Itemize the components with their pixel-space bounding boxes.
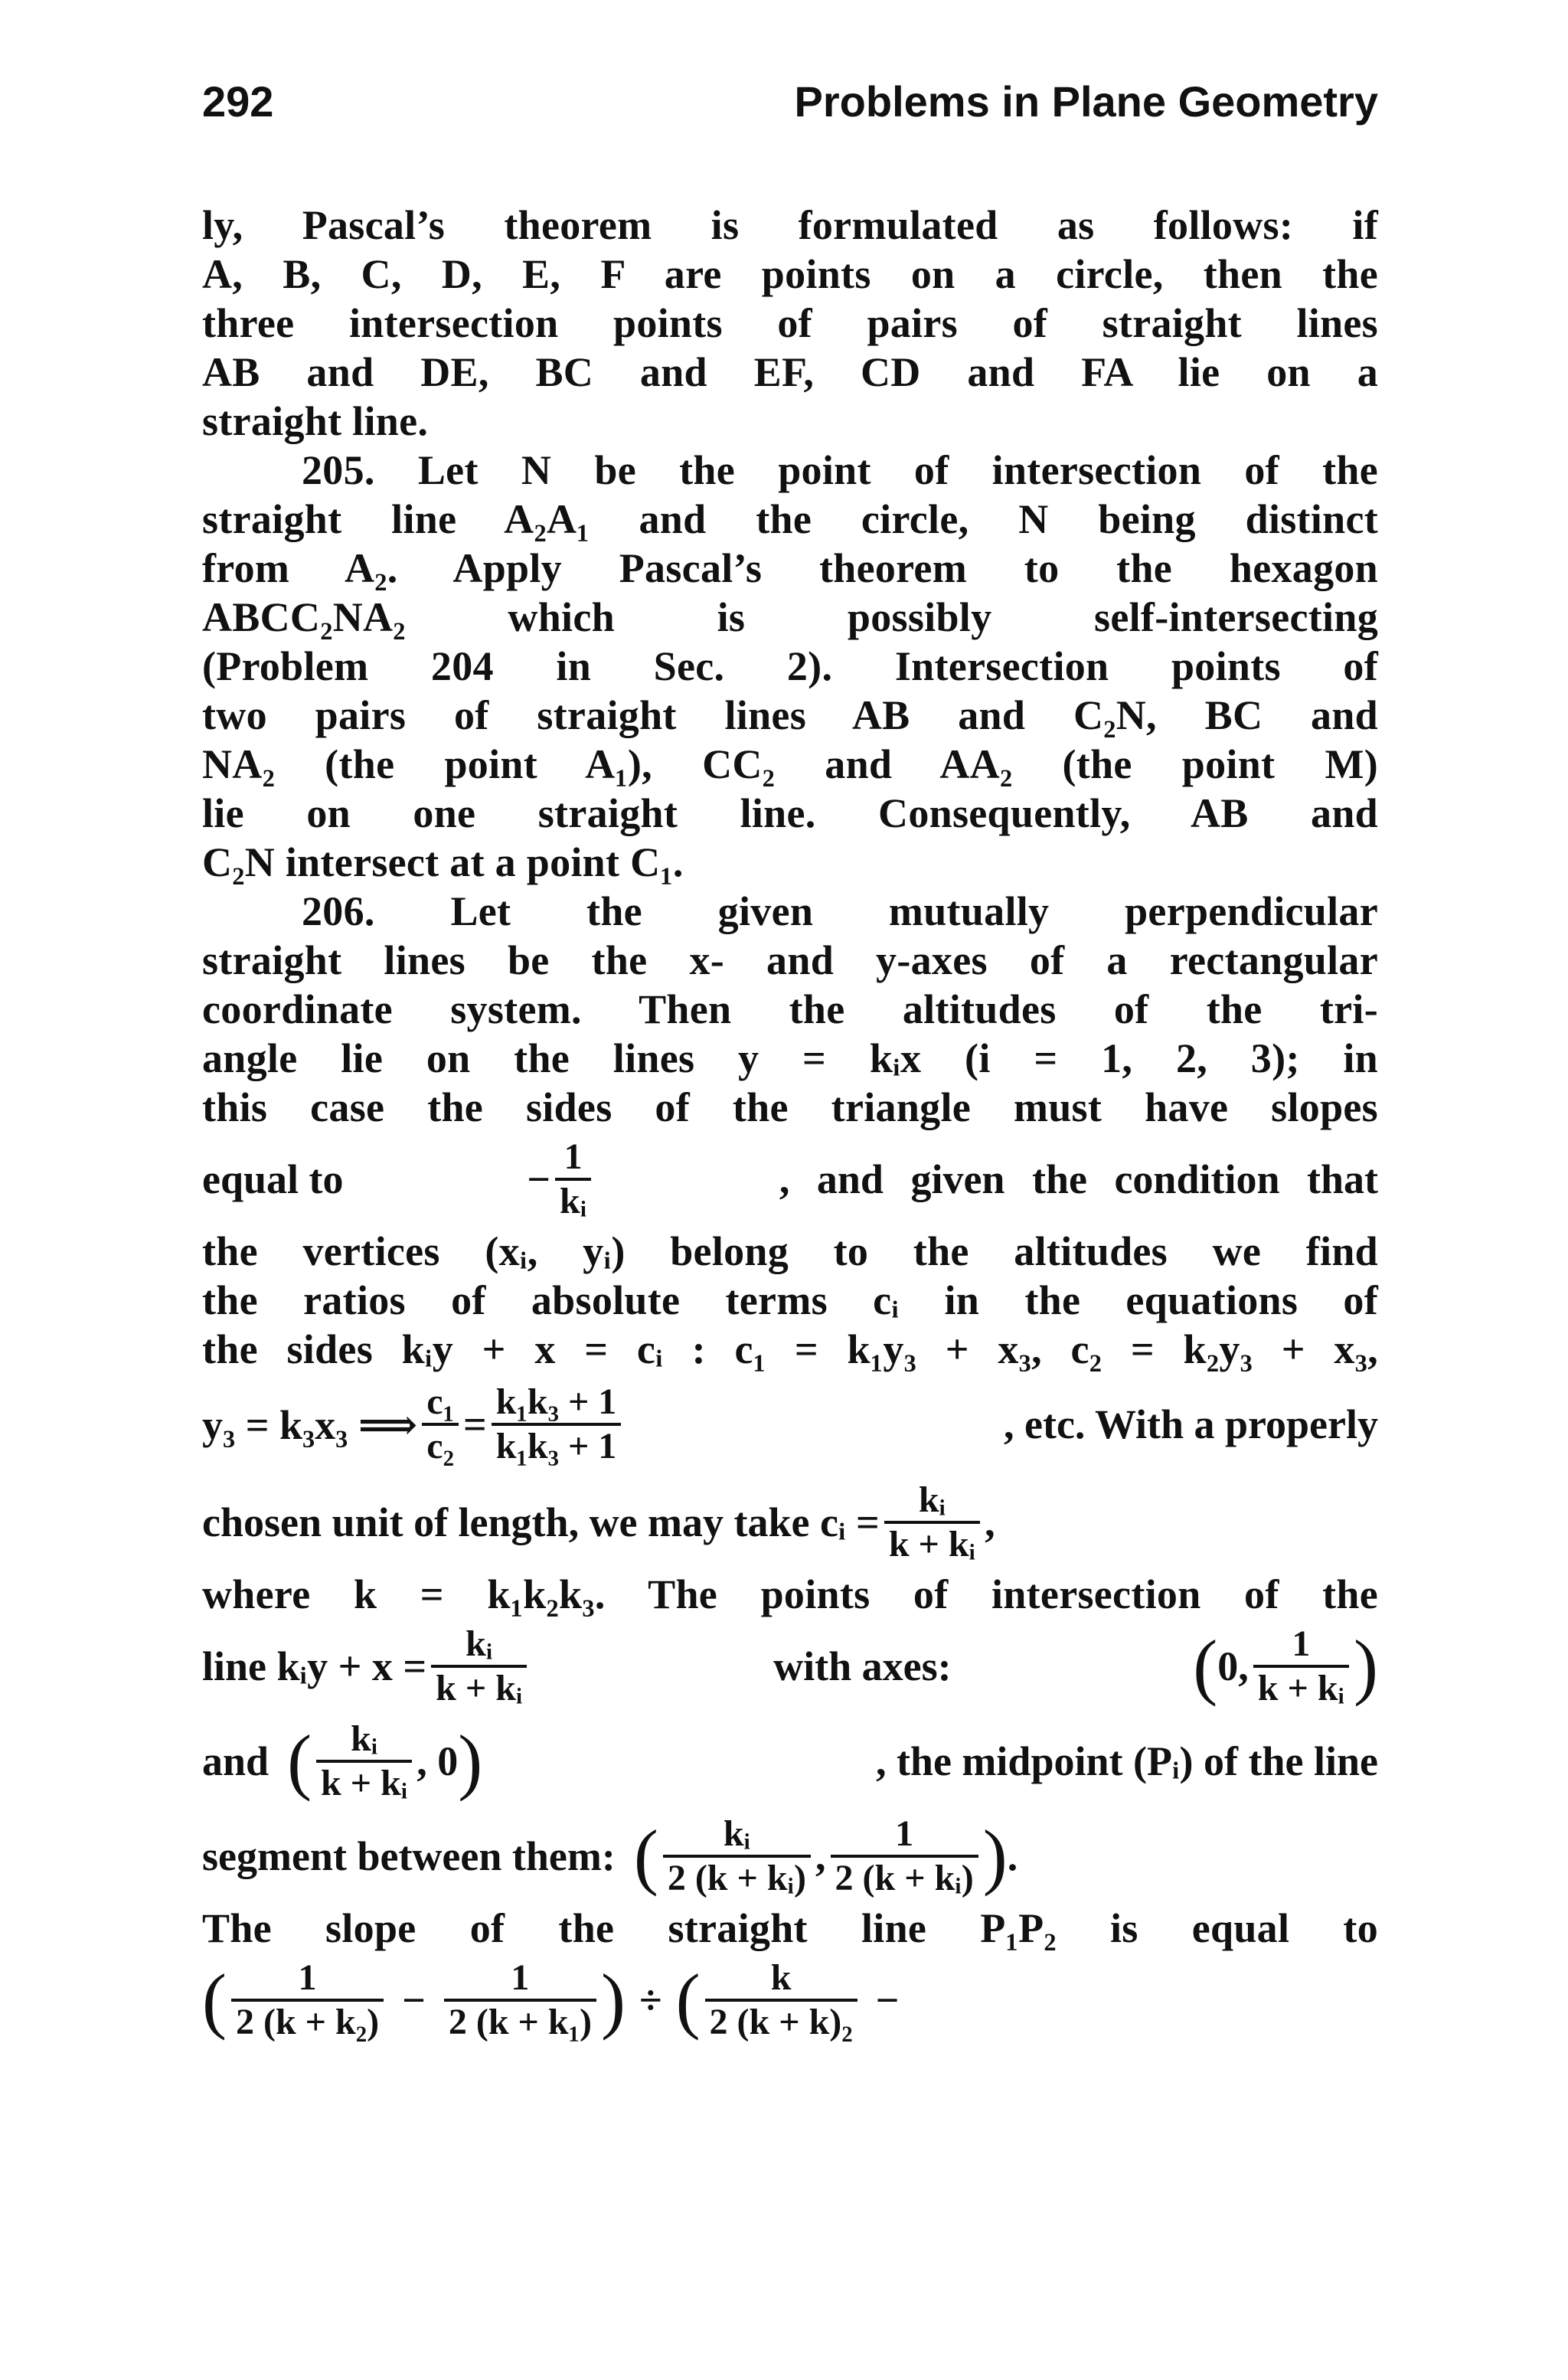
- fraction: [1253, 1623, 1349, 1709]
- math-text: chosen unit of length, we may take cᵢ =: [202, 1499, 880, 1545]
- math-line-midpoint: [202, 1809, 1378, 1904]
- fraction-numerator: c₁: [426, 1381, 454, 1422]
- fraction: [316, 1718, 412, 1804]
- minus-sign: −: [402, 1977, 426, 2023]
- divide-sign: ÷: [639, 1977, 662, 2023]
- fraction-denominator: c₂: [422, 1423, 459, 1467]
- text-line: A, B, C, D, E, F are points on a circle, then the: [202, 251, 1378, 297]
- fraction-numerator: 1: [511, 1957, 530, 1998]
- math-line-slope-expr: [202, 1953, 1378, 2048]
- math-text: .: [1007, 1833, 1018, 1879]
- text-line: the vertices (xᵢ, yᵢ) belong to the altitudes we find: [202, 1228, 1378, 1274]
- text-line: the ratios of absolute terms cᵢ in the equations of: [202, 1277, 1378, 1323]
- fraction-denominator: k + kᵢ: [316, 1760, 412, 1804]
- math-text: and: [202, 1738, 270, 1784]
- page-body: [202, 201, 1378, 2048]
- text-line: NA₂ (the point A₁), CC₂ and AA₂ (the point M): [202, 741, 1378, 787]
- fraction-numerator: k₁k₃ + 1: [495, 1381, 617, 1422]
- math-line-unit: [202, 1475, 1378, 1570]
- math-text: 0,: [1217, 1643, 1249, 1689]
- paren-open: (: [675, 1959, 701, 2041]
- math-line-slopes: [202, 1132, 1378, 1227]
- text-line: (Problem 204 in Sec. 2). Intersection points of: [202, 643, 1378, 689]
- fraction-numerator: kᵢ: [918, 1479, 946, 1520]
- math-text: , the midpoint (Pᵢ) of the line: [875, 1738, 1378, 1784]
- text-line: C₂N intersect at a point C₁.: [202, 839, 684, 885]
- math-text: ,: [815, 1833, 826, 1879]
- page-header: [202, 77, 1378, 145]
- fraction-denominator: kᵢ: [555, 1178, 591, 1222]
- math-line-axes: [202, 1619, 1378, 1714]
- fraction-numerator: 1: [895, 1813, 914, 1854]
- fraction: [705, 1957, 858, 2043]
- text-line: straight line A₂A₁ and the circle, N being distinct: [202, 496, 1378, 542]
- math-text: , etc. With a properly: [1004, 1401, 1378, 1447]
- paren-close: ): [982, 1815, 1008, 1897]
- problem-205-start: 205. Let N be the point of intersection of the: [302, 447, 1378, 493]
- fraction-numerator: kᵢ: [351, 1718, 378, 1759]
- fraction-denominator: k + kᵢ: [884, 1521, 980, 1565]
- paren-close: ): [600, 1959, 626, 2041]
- fraction: [663, 1813, 811, 1899]
- minus-sign: −: [875, 1977, 900, 2023]
- text-line: straight line.: [202, 398, 429, 444]
- text-line: ly, Pascal’s theorem is formulated as follows: if: [202, 202, 1378, 248]
- fraction-denominator: 2 (k + k₂): [231, 1999, 384, 2043]
- math-text: , 0: [416, 1738, 459, 1784]
- text-line: from A₂. Apply Pascal’s theorem to the hexagon: [202, 545, 1378, 591]
- fraction-numerator: kᵢ: [466, 1623, 493, 1664]
- text-line: The slope of the straight line P₁P₂ is equal to: [202, 1905, 1378, 1951]
- math-text: , and given the condition that: [779, 1156, 1378, 1202]
- math-line-ratio: [202, 1374, 1378, 1475]
- text-line: AB and DE, BC and EF, CD and FA lie on a: [202, 349, 1378, 395]
- text-line: straight lines be the x- and y-axes of a rectangular: [202, 937, 1378, 983]
- text-line: angle lie on the lines y = kᵢx (i = 1, 2, 3); in: [202, 1035, 1378, 1081]
- fraction: [431, 1623, 527, 1709]
- math-text: line kᵢy + x =: [202, 1643, 427, 1689]
- fraction: [831, 1813, 978, 1899]
- running-title: Problems in Plane Geometry: [794, 77, 1378, 126]
- page-number: 292: [202, 77, 274, 126]
- paren-close: ): [458, 1720, 483, 1802]
- fraction-numerator: 1: [564, 1136, 583, 1177]
- text-line: lie on one straight line. Consequently, AB and: [202, 790, 1378, 836]
- paren-close: ): [1354, 1625, 1378, 1707]
- paren-open: (: [202, 1959, 227, 2041]
- fraction: [884, 1479, 980, 1565]
- fraction-denominator: 2 (k + k)₂: [705, 1999, 858, 2043]
- fraction: [444, 1957, 596, 2043]
- text-line: ABCC₂NA₂ which is possibly self-intersecting: [202, 594, 1378, 640]
- fraction: [555, 1136, 591, 1222]
- math-line-point: [202, 1714, 1378, 1809]
- text-line: three intersection points of pairs of straight lines: [202, 300, 1378, 346]
- problem-206-start: 206. Let the given mutually perpendicular: [302, 888, 1378, 934]
- fraction-denominator: k₁k₃ + 1: [492, 1423, 622, 1467]
- paren-open: (: [287, 1720, 312, 1802]
- math-text: y₃ = k₃x₃ ⟹: [202, 1402, 418, 1448]
- fraction-numerator: 1: [298, 1957, 317, 1998]
- fraction: [231, 1957, 384, 2043]
- fraction: [422, 1381, 459, 1467]
- minus-sign: −: [527, 1156, 550, 1202]
- fraction-denominator: k + kᵢ: [1253, 1665, 1349, 1709]
- fraction-numerator: 1: [1292, 1623, 1311, 1664]
- equals-sign: =: [463, 1401, 487, 1447]
- text-line: the sides kᵢy + x = cᵢ : c₁ = k₁y₃ + x₃, c₂ = k₂y₃ + x₃,: [202, 1326, 1378, 1372]
- math-text: ,: [985, 1499, 995, 1545]
- paren-open: (: [1193, 1625, 1218, 1707]
- fraction-denominator: k + kᵢ: [431, 1665, 527, 1709]
- fraction: [492, 1381, 622, 1467]
- paren-open: (: [633, 1815, 658, 1897]
- math-text: with axes:: [773, 1643, 952, 1689]
- text-line: this case the sides of the triangle must have slopes: [202, 1084, 1378, 1130]
- fraction-denominator: 2 (k + k₁): [444, 1999, 596, 2043]
- text-line: two pairs of straight lines AB and C₂N, BC and: [202, 692, 1378, 738]
- math-text: segment between them:: [202, 1833, 616, 1879]
- fraction-denominator: 2 (k + kᵢ): [663, 1855, 811, 1899]
- fraction-denominator: 2 (k + kᵢ): [831, 1855, 978, 1899]
- text-line: where k = k₁k₂k₃. The points of intersection of the: [202, 1571, 1378, 1617]
- fraction-numerator: k: [770, 1957, 792, 1998]
- fraction-numerator: kᵢ: [723, 1813, 751, 1854]
- math-text: equal to: [202, 1156, 344, 1202]
- text-line: coordinate system. Then the altitudes of the tri-: [202, 986, 1378, 1032]
